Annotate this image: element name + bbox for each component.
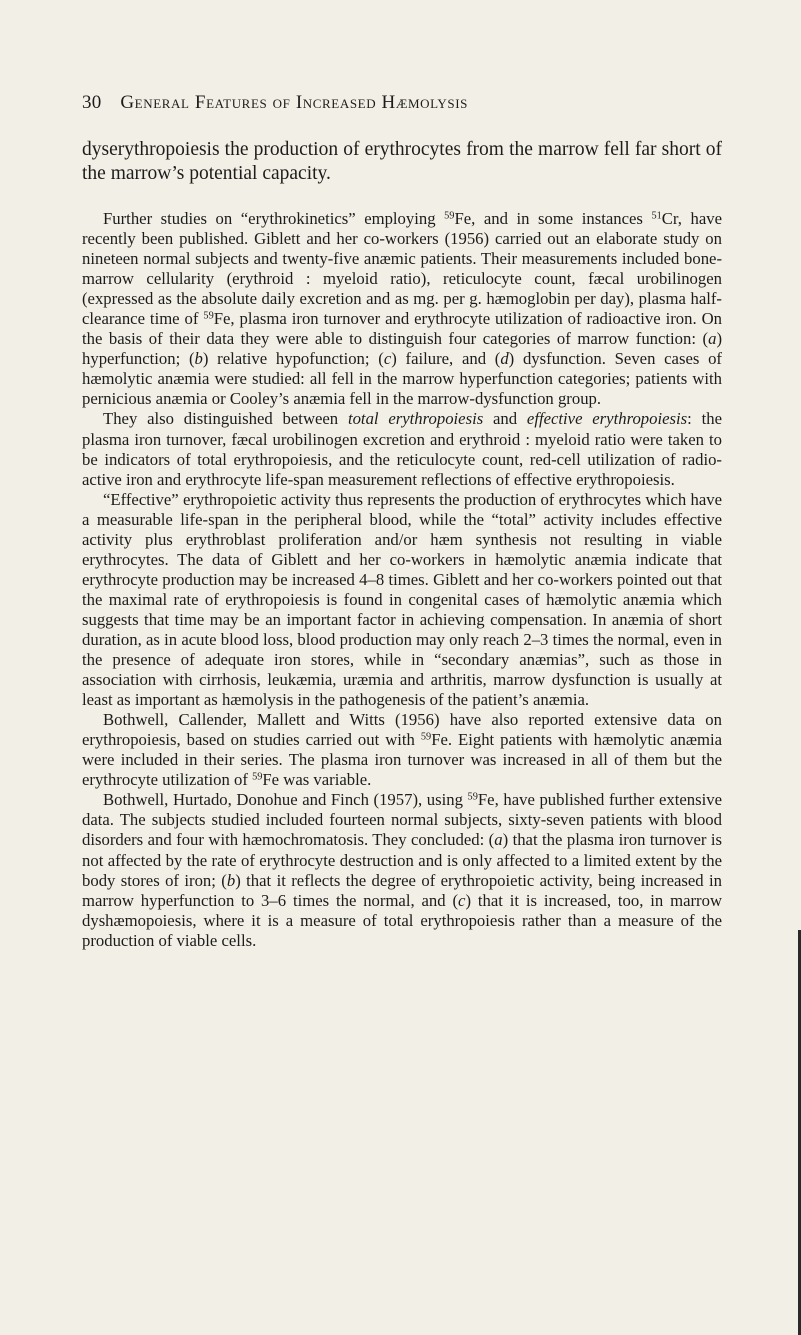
paragraph-bothwell-1956: Bothwell, Callender, Mallett and Witts (1956) have also reported extensive data on erythropoiesis, based on studies carried out with $^{59}$Fe. Eight patients with hæmolytic anæmia were included in their series. The plasma iron turnover was increased in all of them but the erythrocyte utilization of $^{59}$Fe was variable. bbox=[82, 710, 722, 790]
paragraph-erythrokinetics: Further studies on “erythrokinetics” employing $^{59}$Fe, and in some instances $^{51}$Cr, have recently been published. Giblett and her co-workers (1956) carried out an elaborate study on nineteen normal subjects and twenty-five anæmic patients. Their measurements included bone-marrow cellularity (erythroid : myeloid ratio), reticulocyte count, fæcal urobilinogen (expressed as the absolute daily excretion and as mg. per g. hæmoglobin per day), plasma half-clearance time of $^{59}$Fe, plasma iron turnover and erythrocyte utilization of radioactive iron. On the basis of their data they were able to distinguish four categories of marrow function: (a) hyperfunction; (b) relative hypofunction; (c) failure, and (d) dysfunction. Seven cases of hæmolytic anæmia were studied: all fell in the marrow hyperfunction categories; patients with pernicious anæmia or Cooley’s anæmia fell in the marrow-dysfunction group. bbox=[82, 209, 723, 409]
running-header bbox=[82, 92, 722, 114]
paragraph-effective-activity: “Effective” erythropoietic activity thus represents the production of erythrocytes which have a measurable life-span in the peripheral blood, while the “total” activity includes effective activity plus erythroblast proliferation and/or hæm synthesis not resulting in viable erythrocytes. The data of Giblett and her co-workers in hæmolytic anæmia indicate that erythrocyte production may be increased 4–8 times. Giblett and her co-workers pointed out that the maximal rate of erythropoiesis is found in congenital cases of hæmolytic anæmia which suggests that time may be an important factor in achieving compensation. In anæmia of short duration, as in acute blood loss, blood production may only reach 2–3 times the normal, even in the presence of adequate iron stores, while in “secondary anæmias”, such as those in association with cirrhosis, leukæmia, uræmia and arthritis, marrow dysfunction is usually at least as important as hæmolysis in the pathogenesis of the patient’s anæmia. bbox=[82, 489, 722, 710]
page-number: 30 bbox=[82, 92, 102, 113]
lead-paragraph: dyserythropoiesis the production of erythrocytes from the marrow fell far short of the marrow’s potential capacity. bbox=[82, 139, 722, 184]
body-text bbox=[82, 209, 722, 951]
running-title: General Features of Increased Hæmolysis bbox=[120, 92, 468, 113]
paragraph-bothwell-1957: Bothwell, Hurtado, Donohue and Finch (1957), using $^{59}$Fe, have published further extensive data. The subjects studied included fourteen normal subjects, sixty-seven patients with blood disorders and four with hæmochromatosis. They concluded: (a) that the plasma iron turnover is not affected by the rate of erythrocyte destruction and is only affected to a limited extent by the body stores of iron; (b) that it reflects the degree of erythropoietic activity, being increased in marrow hyperfunction to 3–6 times the normal, and (c) that it is increased, too, in marrow dyshæmopoiesis, where it is a measure of total erythropoiesis rather than a measure of the production of viable cells. bbox=[82, 790, 723, 950]
paragraph-total-effective: They also distinguished between total erythropoiesis and effective erythropoiesis: the plasma iron turnover, fæcal urobilinogen excretion and erythroid : myeloid ratio were taken to be indicators of total erythropoiesis, and the reticulocyte count, red-cell utilization of radio-active iron and erythrocyte life-span measurement reflections of effective erythropoiesis. bbox=[82, 409, 722, 489]
